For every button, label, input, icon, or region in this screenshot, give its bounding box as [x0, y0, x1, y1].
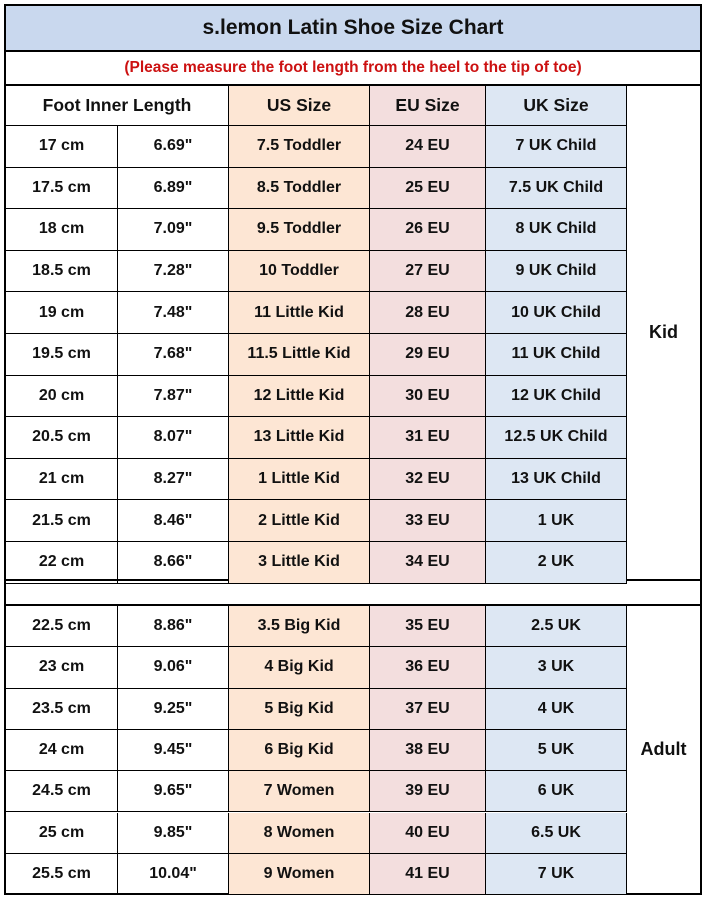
kid-row-2-eu-size: 25 EU [370, 168, 486, 210]
adult-row-2-foot-length-cm: 23 cm [6, 647, 118, 688]
adult-row-6-uk-size: 6.5 UK [486, 813, 627, 854]
adult-row-2-eu-size: 36 EU [370, 647, 486, 688]
group-label-kid: Kid [649, 322, 678, 342]
kid-row-4-uk-size: 9 UK Child [486, 251, 627, 293]
adult-row-6-us-size: 8 Women [229, 813, 370, 854]
adult-row-6-foot-length-inch: 9.85" [118, 813, 229, 854]
kid-row-1-foot-length-inch: 6.69" [118, 126, 229, 168]
size-chart [4, 4, 702, 895]
adult-row-7-foot-length-inch: 10.04" [118, 854, 229, 895]
adult-row-4-uk-size: 5 UK [486, 730, 627, 771]
kid-row-4-eu-size: 27 EU [370, 251, 486, 293]
kid-row-10-us-size: 2 Little Kid [229, 500, 370, 542]
adult-row-1-eu-size: 35 EU [370, 606, 486, 647]
kid-row-10-uk-size: 1 UK [486, 500, 627, 542]
kid-row-8-us-size: 13 Little Kid [229, 417, 370, 459]
adult-row-3-foot-length-inch: 9.25" [118, 689, 229, 730]
adult-row-3-foot-length-cm: 23.5 cm [6, 689, 118, 730]
kid-row-8-uk-size: 12.5 UK Child [486, 417, 627, 459]
kid-row-2-foot-length-inch: 6.89" [118, 168, 229, 210]
kid-row-1-us-size: 7.5 Toddler [229, 126, 370, 168]
chart-title: s.lemon Latin Shoe Size Chart [6, 6, 700, 52]
adult-row-4-foot-length-cm: 24 cm [6, 730, 118, 771]
adult-row-6-eu-size: 40 EU [370, 813, 486, 854]
adult-row-2-us-size: 4 Big Kid [229, 647, 370, 688]
kid-row-9-uk-size: 13 UK Child [486, 459, 627, 501]
adult-row-7-us-size: 9 Women [229, 854, 370, 895]
adult-row-7-foot-length-cm: 25.5 cm [6, 854, 118, 895]
kid-row-1-uk-size: 7 UK Child [486, 126, 627, 168]
adult-row-1-foot-length-cm: 22.5 cm [6, 606, 118, 647]
kid-row-5-foot-length-cm: 19 cm [6, 292, 118, 334]
adult-row-4-eu-size: 38 EU [370, 730, 486, 771]
adult-row-5-us-size: 7 Women [229, 771, 370, 812]
kid-row-4-us-size: 10 Toddler [229, 251, 370, 293]
adult-row-7-eu-size: 41 EU [370, 854, 486, 895]
header-eu-size: EU Size [370, 86, 486, 126]
kid-row-1-eu-size: 24 EU [370, 126, 486, 168]
adult-row-3-uk-size: 4 UK [486, 689, 627, 730]
kid-row-3-us-size: 9.5 Toddler [229, 209, 370, 251]
kid-row-9-foot-length-cm: 21 cm [6, 459, 118, 501]
kid-row-11-eu-size: 34 EU [370, 542, 486, 584]
header-us-size: US Size [229, 86, 370, 126]
measure-note: (Please measure the foot length from the heel to the tip of toe) [6, 52, 700, 86]
adult-row-5-foot-length-cm: 24.5 cm [6, 771, 118, 812]
adult-row-5-eu-size: 39 EU [370, 771, 486, 812]
kid-row-11-foot-length-cm: 22 cm [6, 542, 118, 584]
adult-row-2-uk-size: 3 UK [486, 647, 627, 688]
kid-row-3-uk-size: 8 UK Child [486, 209, 627, 251]
kid-row-3-foot-length-cm: 18 cm [6, 209, 118, 251]
kid-row-2-foot-length-cm: 17.5 cm [6, 168, 118, 210]
adult-row-3-us-size: 5 Big Kid [229, 689, 370, 730]
adult-row-5-uk-size: 6 UK [486, 771, 627, 812]
kid-row-6-foot-length-inch: 7.68" [118, 334, 229, 376]
kid-row-10-foot-length-inch: 8.46" [118, 500, 229, 542]
kid-row-3-foot-length-inch: 7.09" [118, 209, 229, 251]
adult-row-7-uk-size: 7 UK [486, 854, 627, 895]
kid-row-2-us-size: 8.5 Toddler [229, 168, 370, 210]
kid-row-4-foot-length-cm: 18.5 cm [6, 251, 118, 293]
kid-row-9-eu-size: 32 EU [370, 459, 486, 501]
kid-row-7-foot-length-cm: 20 cm [6, 376, 118, 418]
kid-row-5-uk-size: 10 UK Child [486, 292, 627, 334]
adult-row-5-foot-length-inch: 9.65" [118, 771, 229, 812]
kid-row-7-uk-size: 12 UK Child [486, 376, 627, 418]
header-foot-length: Foot Inner Length [6, 86, 229, 126]
adult-row-1-foot-length-inch: 8.86" [118, 606, 229, 647]
kid-row-6-us-size: 11.5 Little Kid [229, 334, 370, 376]
kid-row-10-foot-length-cm: 21.5 cm [6, 500, 118, 542]
kid-row-11-uk-size: 2 UK [486, 542, 627, 584]
kid-row-6-foot-length-cm: 19.5 cm [6, 334, 118, 376]
kid-row-4-foot-length-inch: 7.28" [118, 251, 229, 293]
kid-row-7-us-size: 12 Little Kid [229, 376, 370, 418]
kid-row-7-eu-size: 30 EU [370, 376, 486, 418]
kid-row-9-us-size: 1 Little Kid [229, 459, 370, 501]
kid-row-8-eu-size: 31 EU [370, 417, 486, 459]
group-label-adult: Adult [640, 739, 687, 759]
kid-row-5-us-size: 11 Little Kid [229, 292, 370, 334]
adult-row-4-us-size: 6 Big Kid [229, 730, 370, 771]
kid-row-5-eu-size: 28 EU [370, 292, 486, 334]
kid-row-5-foot-length-inch: 7.48" [118, 292, 229, 334]
adult-row-6-foot-length-cm: 25 cm [6, 813, 118, 854]
kid-row-8-foot-length-cm: 20.5 cm [6, 417, 118, 459]
adult-row-1-uk-size: 2.5 UK [486, 606, 627, 647]
header-uk-size: UK Size [486, 86, 627, 126]
kid-row-2-uk-size: 7.5 UK Child [486, 168, 627, 210]
kid-row-9-foot-length-inch: 8.27" [118, 459, 229, 501]
kid-row-6-eu-size: 29 EU [370, 334, 486, 376]
kid-row-3-eu-size: 26 EU [370, 209, 486, 251]
adult-row-1-us-size: 3.5 Big Kid [229, 606, 370, 647]
kid-row-1-foot-length-cm: 17 cm [6, 126, 118, 168]
kid-row-6-uk-size: 11 UK Child [486, 334, 627, 376]
adult-row-2-foot-length-inch: 9.06" [118, 647, 229, 688]
kid-row-11-us-size: 3 Little Kid [229, 542, 370, 584]
kid-row-11-foot-length-inch: 8.66" [118, 542, 229, 584]
adult-row-4-foot-length-inch: 9.45" [118, 730, 229, 771]
adult-row-3-eu-size: 37 EU [370, 689, 486, 730]
kid-row-7-foot-length-inch: 7.87" [118, 376, 229, 418]
kid-row-10-eu-size: 33 EU [370, 500, 486, 542]
kid-row-8-foot-length-inch: 8.07" [118, 417, 229, 459]
